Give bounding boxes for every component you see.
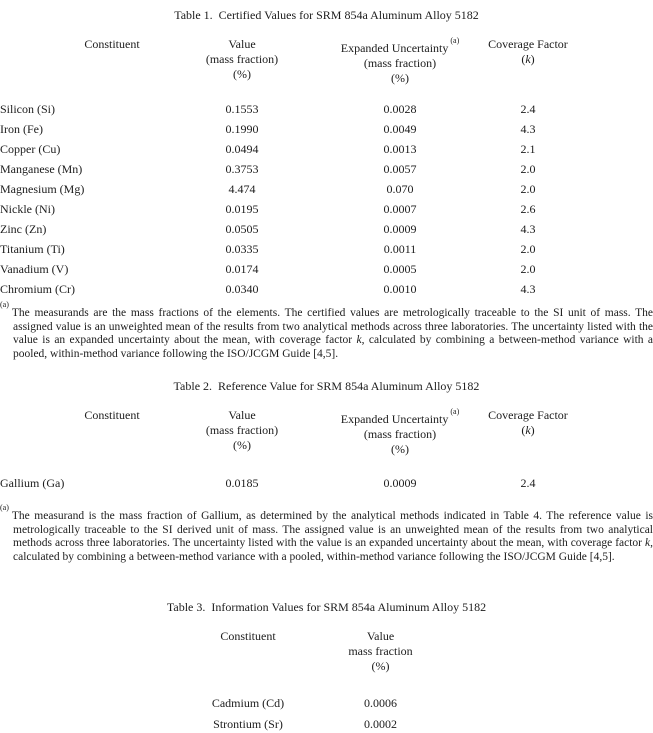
table-row: Iron (Fe) 0.1990 0.0049 4.3 <box>0 122 536 136</box>
footnote-a-marker: (a) <box>450 36 460 45</box>
table-row: Zinc (Zn) 0.0505 0.0009 4.3 <box>0 222 536 236</box>
table1-footnote: $^{(a)}$The measurands are the mass fractions of the elements. The certified values are metrologically traceable to the SI unit of mass. The assigned value is an unweighted mean of the results from two analytical methods across three laboratories. The uncertainty listed with the value is an expanded uncertainty about the mean, with coverage factor k, calculated by combining a between-method variance with a pooled, within-method variance following the ISO/JCGM Guide [4,5]. <box>0 300 653 361</box>
table1-header-row <box>0 37 653 86</box>
table-row: Vanadium (V) 0.0174 0.0005 2.0 <box>0 262 536 276</box>
table-row: Gallium (Ga) 0.0185 0.0009 2.4 <box>0 476 536 491</box>
table-row: Magnesium (Mg) 4.474 0.070 2.0 <box>0 182 536 196</box>
table3-header-value: Value mass fraction (%) <box>348 629 413 674</box>
k-symbol: k <box>525 52 531 66</box>
table1-header-constituent: Constituent <box>84 37 140 51</box>
k-symbol: k <box>525 423 531 438</box>
table1-header-uncertainty: Expanded Uncertainty$^{(a)}$ (mass fraction) (%) <box>340 36 460 85</box>
table-row: Nickle (Ni) 0.0195 0.0007 2.6 <box>0 202 536 216</box>
table1-header-value: Value (mass fraction) (%) <box>205 37 279 81</box>
table-row: Cadmium (Cd) 0.0006 <box>211 696 397 711</box>
table3-body <box>0 693 653 733</box>
table2-header-row <box>0 408 653 457</box>
table2-header-value: Value (mass fraction) (%) <box>205 408 279 453</box>
table2-header-uncertainty: Expanded Uncertainty$^{(a)}$ (mass fraction) (%) <box>340 407 460 457</box>
table2-header-coverage: Coverage Factor (k) <box>488 408 568 438</box>
table2-body <box>0 473 653 493</box>
table1-header-coverage: Coverage Factor (k) <box>488 37 568 66</box>
table3-header-row <box>163 629 653 674</box>
table-row: Strontium (Sr) 0.0002 <box>213 717 397 732</box>
table2-title: Table 2. Reference Value for SRM 854a Aluminum Alloy 5182 <box>173 379 480 394</box>
footnote-a-marker: (a) <box>0 503 9 513</box>
footnote-a-marker: (a) <box>0 300 9 309</box>
table1-title: Table 1. Certified Values for SRM 854a Aluminum Alloy 5182 <box>174 8 479 22</box>
k-symbol: k <box>645 537 651 550</box>
table3-section <box>0 601 653 733</box>
footnote-a-marker: (a) <box>450 407 460 417</box>
table3-header-constituent: Constituent <box>220 629 276 644</box>
table-row: Copper (Cu) 0.0494 0.0013 2.1 <box>0 142 536 156</box>
table2-footnote: $^{(a)}$The measurand is the mass fraction of Gallium, as determined by the analytical methods indicated in Table 4. The reference value is metrologically traceable to the SI derived unit of mass. The assigned value is an unweighted mean of the results from two analytical methods across three laboratories. The uncertainty listed with the value is an expanded uncertainty about the mean, with coverage factor k, calculated by combining a between-method variance with a pooled, within-method variance following the ISO/JCGM Guide [4,5]. <box>0 503 653 564</box>
table1-body <box>0 99 653 299</box>
table2-section <box>0 380 653 565</box>
table-row: Chromium (Cr) 0.0340 0.0010 4.3 <box>0 282 536 296</box>
table2-header-constituent: Constituent <box>84 408 140 423</box>
table1-section <box>0 9 653 362</box>
table-row: Titanium (Ti) 0.0335 0.0011 2.0 <box>0 242 536 256</box>
table3-title: Table 3. Information Values for SRM 854a Aluminum Alloy 5182 <box>166 600 487 615</box>
table-row: Silicon (Si) 0.1553 0.0028 2.4 <box>0 102 536 116</box>
table-row: Manganese (Mn) 0.3753 0.0057 2.0 <box>0 162 536 176</box>
k-symbol: k <box>356 334 362 347</box>
